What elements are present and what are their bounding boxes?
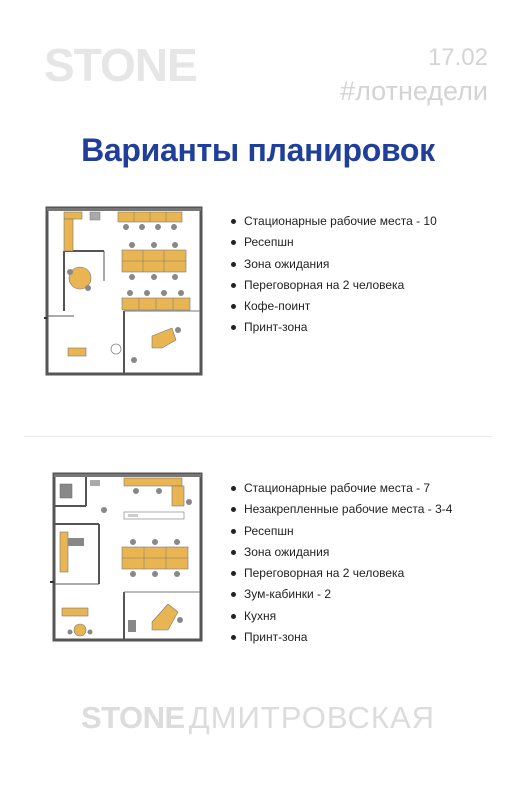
list-item: Ресепшн [230, 521, 452, 542]
list-item: Зум-кабинки - 2 [230, 584, 452, 605]
feature-list-2 [230, 478, 452, 648]
list-item: Незакрепленные рабочие места - 3-4 [230, 499, 452, 520]
list-item: Ресепшн [230, 232, 437, 253]
list-item: Переговорная на 2 человека [230, 563, 452, 584]
list-item: Переговорная на 2 человека [230, 275, 437, 296]
footer-brand: STONE [80, 700, 185, 735]
date-label: 17.02 [427, 44, 488, 71]
list-item: Зона ожидания [230, 254, 437, 275]
list-item: Принт-зона [230, 317, 437, 338]
floor-plan-2 [44, 472, 204, 644]
hashtag-label: #лотнедели [340, 76, 488, 106]
floor-plan-1 [44, 206, 204, 378]
list-item: Принт-зона [230, 627, 452, 648]
footer-logo [0, 700, 516, 736]
footer-location: ДМИТРОВСКАЯ [188, 700, 436, 735]
list-item: Стационарные рабочие места - 7 [230, 478, 452, 499]
list-item: Зона ожидания [230, 542, 452, 563]
divider [24, 436, 492, 437]
list-item: Кофе-поинт [230, 296, 437, 317]
list-item: Стационарные рабочие места - 10 [230, 211, 437, 232]
page-title: Варианты планировок [81, 132, 435, 168]
list-item: Кухня [230, 606, 452, 627]
logo-top: STONE [44, 39, 197, 91]
feature-list-1 [230, 211, 437, 339]
